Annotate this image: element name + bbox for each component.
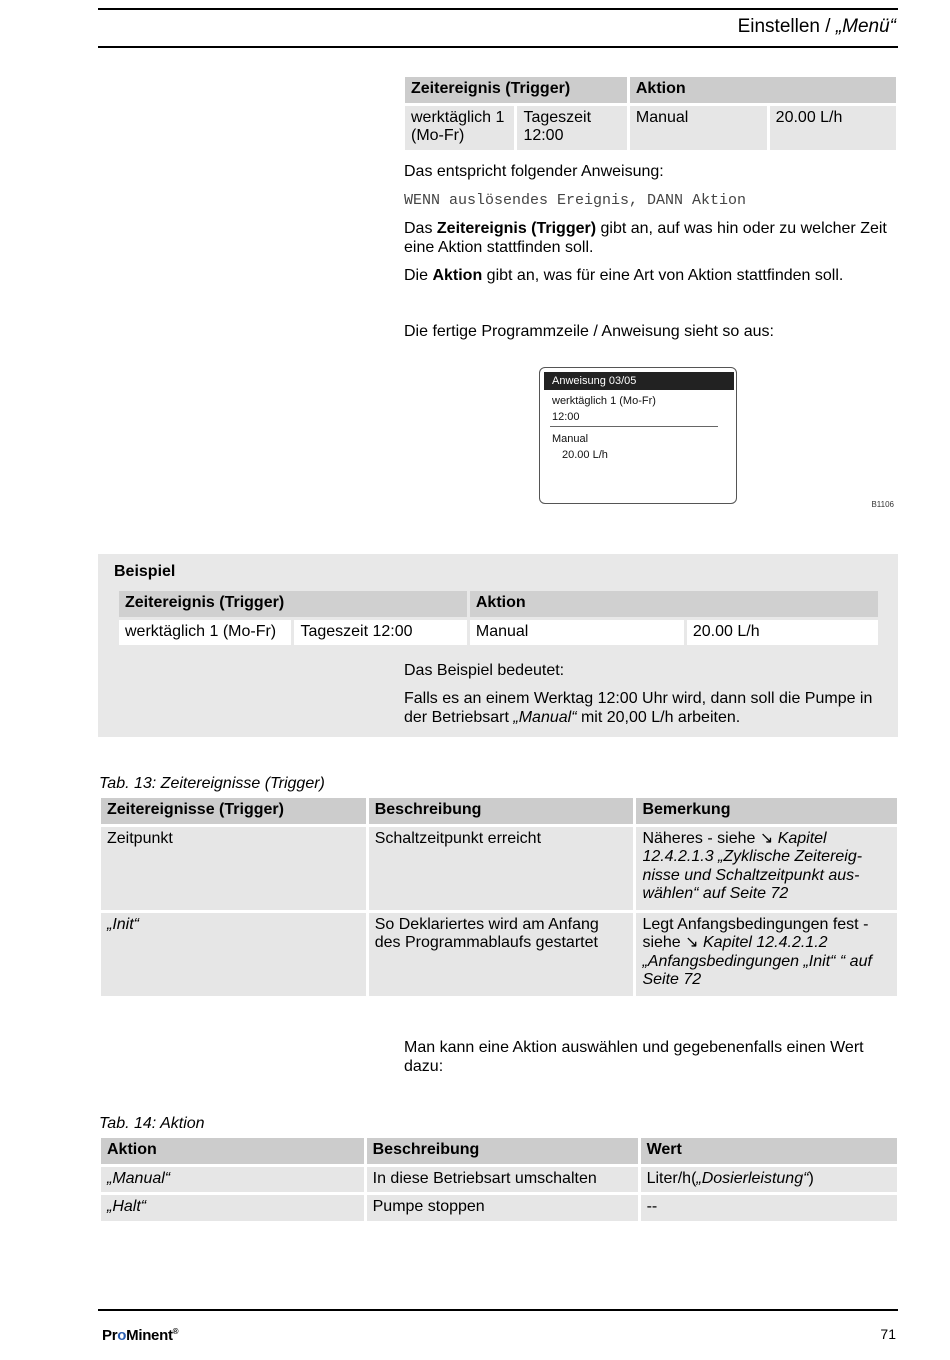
table-cell: 20.00 L/h	[770, 106, 896, 150]
text: Liter/h(	[646, 1169, 697, 1187]
text: Näheres - siehe	[642, 829, 760, 847]
code-statement: WENN auslösendes Ereignis, DANN Aktion	[404, 192, 747, 209]
example-meaning-label: Das Beispiel bedeutet:	[404, 662, 565, 679]
table-cell: Manual	[630, 106, 767, 150]
display-line-action: Manual	[552, 433, 589, 445]
table-cell: werktäglich 1 (Mo-Fr)	[119, 620, 291, 646]
display-title-bar: Anweisung 03/05	[544, 372, 734, 390]
text: gibt an, was für eine Art von Aktion stattfinden soll.	[482, 267, 844, 284]
display-line-time: 12:00	[552, 411, 580, 423]
display-separator	[550, 426, 718, 427]
table-header-row	[405, 77, 896, 103]
paragraph-program-line: Die fertige Programmzeile / Anweisung sieht so aus:	[404, 323, 774, 340]
text: Die	[404, 267, 433, 284]
table-cell: „Init“	[101, 913, 366, 996]
text: Legt Anfangsbedingungen fest - siehe	[642, 915, 869, 951]
table-cell: „Manual“	[101, 1167, 364, 1193]
header-cell: Aktion	[470, 591, 878, 617]
table-cell: 20.00 L/h	[687, 620, 878, 646]
pump-display-screen	[539, 367, 737, 504]
logo-registered: ®	[172, 1327, 179, 1336]
paragraph-action-select: Man kann eine Aktion auswählen und gegebenenfalls einen Wert dazu:	[404, 1039, 864, 1075]
table-row	[101, 913, 897, 996]
bold-term: Zeitereignis (Trigger)	[436, 220, 597, 237]
table-13-caption: Tab. 13: Zeitereignisse (Trigger)	[99, 775, 325, 792]
header-cell: Zeitereignisse (Trigger)	[101, 798, 366, 824]
footer-rule	[98, 1309, 898, 1311]
table-cell	[641, 1167, 897, 1193]
bold-term: Aktion	[432, 267, 483, 284]
example-meaning-text	[404, 690, 884, 727]
page-number: 71	[880, 1326, 896, 1342]
table-cell: Zeitpunkt	[101, 827, 366, 910]
link-arrow-icon: ↘	[759, 829, 778, 847]
table-13-trigger-events	[98, 795, 900, 999]
logo-text: Pr	[102, 1327, 118, 1344]
text: gibt an, auf was hin oder zu welcher Zeit eine Aktion stattfinden soll.	[404, 220, 887, 256]
paragraph-trigger-explanation	[404, 220, 898, 257]
chapter-link[interactable]: Kapitel 12.4.2.1.3 „Zyklische Zeitereig-nisse und Schaltzeitpunkt aus-wählen“ auf Seite 72	[642, 829, 863, 902]
header-cell: Bemerkung	[636, 798, 897, 824]
header-cell: Beschreibung	[367, 1138, 638, 1164]
table-header-row	[101, 1138, 897, 1164]
header-title-main: Einstellen /	[737, 16, 836, 37]
text: Das	[404, 220, 437, 237]
text: Falls es an einem Werktag 12:00 Uhr wird, dann soll die Pumpe in der Betriebsart	[404, 690, 873, 726]
text: --	[646, 1198, 658, 1215]
chapter-link[interactable]: Kapitel 12.4.2.1.2 „Anfangsbedingungen „Init“ “ auf Seite 72	[642, 934, 872, 988]
logo-text: Minent	[126, 1327, 173, 1344]
table-14-caption: Tab. 14: Aktion	[99, 1115, 205, 1132]
header-cell: Zeitereignis (Trigger)	[119, 591, 467, 617]
header-cell: Aktion	[630, 77, 896, 103]
header-cell: Beschreibung	[369, 798, 634, 824]
table-row	[405, 106, 896, 150]
table-cell: Pumpe stoppen	[367, 1195, 638, 1221]
table-row	[119, 620, 878, 646]
table-cell: Schaltzeitpunkt erreicht	[369, 827, 634, 910]
header-cell: Aktion	[101, 1138, 364, 1164]
table-cell: werktäglich 1 (Mo-Fr)	[405, 106, 514, 150]
table-cell: Manual	[470, 620, 684, 646]
display-line-trigger: werktäglich 1 (Mo-Fr)	[552, 395, 656, 407]
table-cell	[636, 827, 897, 910]
table-row	[101, 827, 897, 910]
link-arrow-icon: ↘	[685, 934, 703, 951]
table-14-actions	[98, 1135, 900, 1224]
table-cell: In diese Betriebsart umschalten	[367, 1167, 638, 1193]
logo-text: o	[117, 1327, 127, 1344]
figure-code: B1106	[871, 500, 894, 509]
table-header-row	[101, 798, 897, 824]
example-box	[98, 554, 898, 737]
display-line-value: 20.00 L/h	[562, 449, 608, 461]
page-header-title	[738, 16, 896, 38]
header-cell: Zeitereignis (Trigger)	[405, 77, 627, 103]
paragraph-action-explanation	[404, 267, 898, 286]
header-title-italic: „Menü“	[835, 16, 896, 37]
table-row	[101, 1167, 897, 1193]
example-table	[116, 588, 881, 648]
table-cell	[636, 913, 897, 996]
text: mit 20,00 L/h arbeiten.	[576, 708, 741, 726]
header-bottom-rule	[98, 46, 898, 48]
table-cell: Tageszeit 12:00	[517, 106, 626, 150]
table-cell: „Halt“	[101, 1195, 364, 1221]
italic-term: „Dosierleistung“	[696, 1169, 809, 1187]
table-cell: So Deklariertes wird am Anfang des Programmablaufs gestartet	[369, 913, 634, 996]
table-cell	[641, 1195, 897, 1221]
text: )	[808, 1169, 814, 1187]
prominent-logo	[102, 1327, 178, 1344]
example-title: Beispiel	[114, 563, 176, 580]
header-cell: Wert	[641, 1138, 897, 1164]
trigger-action-table	[402, 74, 899, 153]
paragraph-instruction-intro: Das entspricht folgender Anweisung:	[404, 163, 664, 180]
table-header-row	[119, 591, 878, 617]
table-row	[101, 1195, 897, 1221]
header-top-rule	[98, 8, 898, 10]
table-cell: Tageszeit 12:00	[294, 620, 466, 646]
italic-term: „Manual“	[513, 708, 577, 726]
